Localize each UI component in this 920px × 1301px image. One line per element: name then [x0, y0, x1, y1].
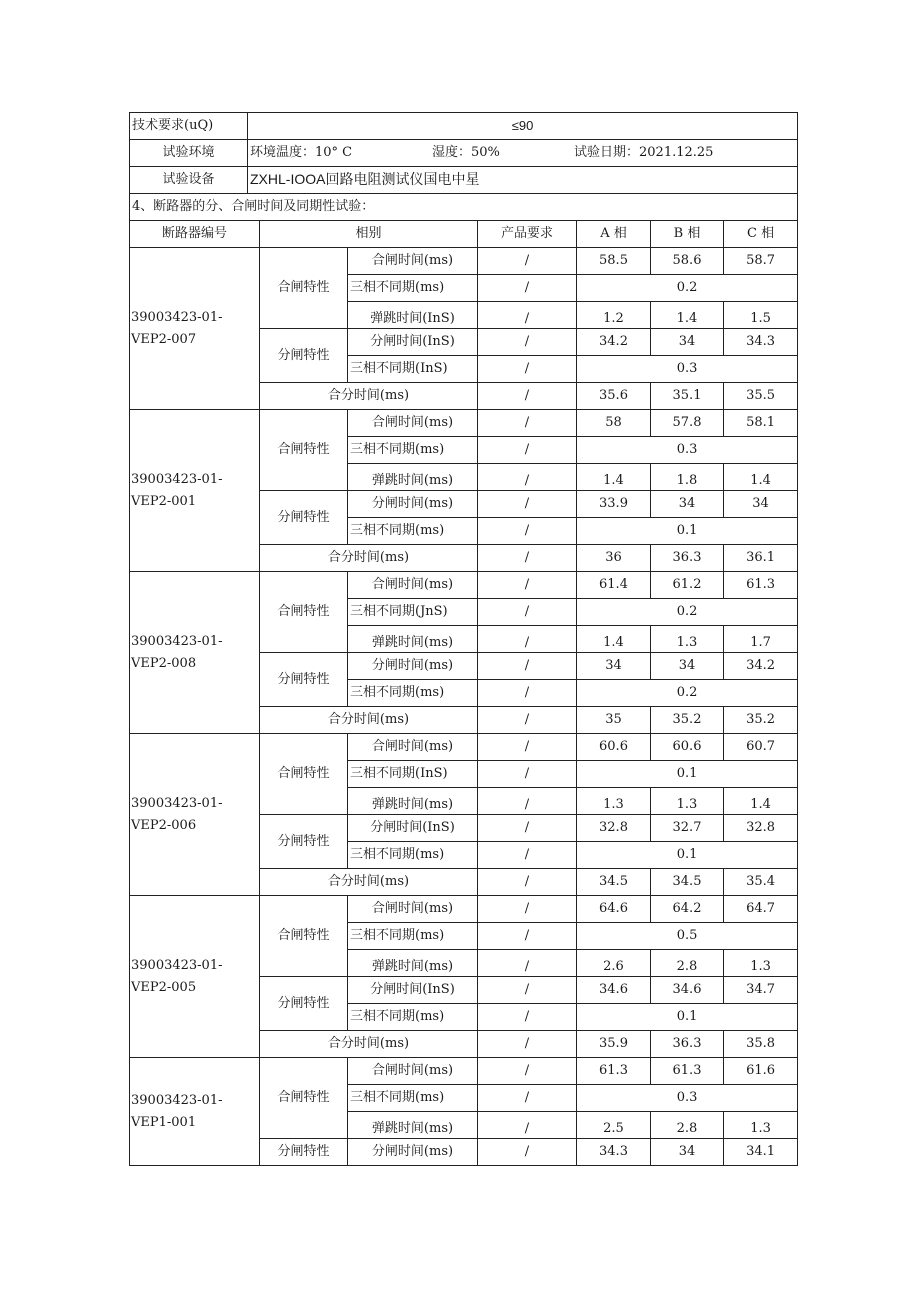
- close-time-b: 61.2: [651, 572, 724, 599]
- equip-name: 回路电阻测试仪国电中星: [325, 171, 480, 187]
- bounce-b: 1.3: [651, 626, 724, 653]
- bounce-b: 1.8: [651, 464, 724, 491]
- close-time-b: 60.6: [651, 734, 724, 761]
- breaker-id-line1: 39003423-01-: [131, 309, 223, 325]
- product-req-cell: /: [478, 653, 577, 680]
- equip-model: ZXHL-IOOA: [250, 171, 326, 187]
- open-async-value: 0.1: [577, 842, 798, 869]
- close-time-a: 61.4: [577, 572, 651, 599]
- open-async-value: 0.2: [577, 680, 798, 707]
- open-async-label: 三相不同期(ms): [348, 518, 478, 545]
- product-req-cell: /: [478, 248, 577, 275]
- open-time-b: 34: [651, 491, 724, 518]
- open-async-value: 0.1: [577, 518, 798, 545]
- open-group-label: 分闸特性: [260, 653, 348, 707]
- product-req-cell: /: [478, 707, 577, 734]
- breaker-id-line1: 39003423-01-: [131, 957, 223, 973]
- column-header-row: [130, 221, 798, 248]
- bounce-a: 1.4: [577, 626, 651, 653]
- open-time-c: 34.3: [724, 329, 798, 356]
- close-async-value: 0.2: [577, 275, 798, 302]
- close-group-label: 合闸特性: [260, 572, 348, 653]
- close-time-row: [130, 572, 798, 599]
- open-async-value: 0.3: [577, 356, 798, 383]
- close-async-value: 0.3: [577, 437, 798, 464]
- env-values: [248, 140, 798, 167]
- breaker-id-line1: 39003423-01-: [131, 1092, 223, 1108]
- bounce-label: 弹跳时间(InS): [348, 302, 478, 329]
- close-time-label: 合闸时间(ms): [348, 572, 478, 599]
- close-time-b: 64.2: [651, 896, 724, 923]
- equip-values: [248, 167, 798, 194]
- close-time-c: 64.7: [724, 896, 798, 923]
- bounce-a: 1.3: [577, 788, 651, 815]
- close-async-value: 0.2: [577, 599, 798, 626]
- product-req-cell: /: [478, 977, 577, 1004]
- env-row: [130, 140, 798, 167]
- open-time-b: 32.7: [651, 815, 724, 842]
- open-time-b: 34: [651, 1139, 724, 1166]
- product-req-cell: /: [478, 950, 577, 977]
- close-group-label: 合闸特性: [260, 410, 348, 491]
- open-time-c: 34.1: [724, 1139, 798, 1166]
- open-time-c: 34.7: [724, 977, 798, 1004]
- close-async-label: 三相不同期(InS): [348, 761, 478, 788]
- open-time-label: 分闸时间(InS): [348, 329, 478, 356]
- bounce-c: 1.7: [724, 626, 798, 653]
- close-open-b: 36.3: [651, 1031, 724, 1058]
- section-title: 4、断路器的分、合闸时间及同期性试验：: [130, 194, 798, 221]
- equip-row: [130, 167, 798, 194]
- bounce-label: 弹跳时间(ms): [348, 464, 478, 491]
- bounce-label: 弹跳时间(ms): [348, 950, 478, 977]
- product-req-cell: /: [478, 923, 577, 950]
- close-time-row: [130, 896, 798, 923]
- open-time-label: 分闸时间(InS): [348, 815, 478, 842]
- product-req-cell: /: [478, 1085, 577, 1112]
- product-req-cell: /: [478, 302, 577, 329]
- env-temp: 环境温度：10° C: [250, 145, 353, 160]
- product-req-cell: /: [478, 815, 577, 842]
- close-async-label: 三相不同期(ms): [348, 1085, 478, 1112]
- close-time-b: 61.3: [651, 1058, 724, 1085]
- open-time-a: 34.3: [577, 1139, 651, 1166]
- product-req-cell: /: [478, 761, 577, 788]
- product-req-cell: /: [478, 410, 577, 437]
- breaker-id-line1: 39003423-01-: [131, 633, 223, 649]
- open-time-label: 分闸时间(InS): [348, 977, 478, 1004]
- close-time-a: 60.6: [577, 734, 651, 761]
- product-req-cell: /: [478, 356, 577, 383]
- bounce-c: 1.4: [724, 788, 798, 815]
- close-open-a: 35: [577, 707, 651, 734]
- close-time-row: [130, 734, 798, 761]
- close-async-value: 0.3: [577, 1085, 798, 1112]
- breaker-id-cell: [130, 896, 260, 1058]
- close-open-a: 35.6: [577, 383, 651, 410]
- env-date: 试验日期：2021.12.25: [574, 145, 714, 160]
- open-time-a: 33.9: [577, 491, 651, 518]
- breaker-id-cell: [130, 1058, 260, 1166]
- bounce-c: 1.3: [724, 1112, 798, 1139]
- equip-label: 试验设备: [130, 167, 248, 194]
- open-time-c: 32.8: [724, 815, 798, 842]
- open-async-value: 0.1: [577, 1004, 798, 1031]
- breaker-id-cell: [130, 248, 260, 410]
- env-label: 试验环境: [130, 140, 248, 167]
- close-open-label: 合分时间(ms): [260, 383, 478, 410]
- product-req-cell: /: [478, 680, 577, 707]
- bounce-a: 1.2: [577, 302, 651, 329]
- close-open-a: 36: [577, 545, 651, 572]
- product-req-cell: /: [478, 1058, 577, 1085]
- product-req-cell: /: [478, 599, 577, 626]
- col-phase-c: C 相: [724, 221, 798, 248]
- product-req-cell: /: [478, 1139, 577, 1166]
- open-time-label: 分闸时间(ms): [348, 653, 478, 680]
- close-time-c: 61.6: [724, 1058, 798, 1085]
- open-time-c: 34.2: [724, 653, 798, 680]
- product-req-cell: /: [478, 545, 577, 572]
- product-req-cell: /: [478, 491, 577, 518]
- close-time-c: 60.7: [724, 734, 798, 761]
- bounce-b: 1.4: [651, 302, 724, 329]
- close-open-b: 34.5: [651, 869, 724, 896]
- close-time-c: 61.3: [724, 572, 798, 599]
- test-report-sheet: [129, 112, 797, 1166]
- product-req-cell: /: [478, 437, 577, 464]
- close-open-c: 35.8: [724, 1031, 798, 1058]
- close-open-a: 35.9: [577, 1031, 651, 1058]
- close-open-c: 35.5: [724, 383, 798, 410]
- col-product-req: 产品要求: [478, 221, 577, 248]
- product-req-cell: /: [478, 842, 577, 869]
- product-req-cell: /: [478, 626, 577, 653]
- open-time-a: 34.6: [577, 977, 651, 1004]
- close-time-a: 58: [577, 410, 651, 437]
- open-group-label: 分闸特性: [260, 329, 348, 383]
- open-group-label: 分闸特性: [260, 491, 348, 545]
- open-time-a: 32.8: [577, 815, 651, 842]
- product-req-cell: /: [478, 1031, 577, 1058]
- close-time-row: [130, 1058, 798, 1085]
- close-group-label: 合闸特性: [260, 734, 348, 815]
- open-time-b: 34.6: [651, 977, 724, 1004]
- bounce-b: 2.8: [651, 950, 724, 977]
- product-req-cell: /: [478, 518, 577, 545]
- bounce-label: 弹跳时间(ms): [348, 626, 478, 653]
- product-req-cell: /: [478, 1112, 577, 1139]
- tech-req-row: [130, 113, 798, 140]
- open-async-label: 三相不同期(InS): [348, 356, 478, 383]
- close-time-c: 58.7: [724, 248, 798, 275]
- col-phase-type: 相别: [260, 221, 478, 248]
- close-async-label: 三相不同期(ms): [348, 923, 478, 950]
- product-req-cell: /: [478, 572, 577, 599]
- bounce-b: 2.8: [651, 1112, 724, 1139]
- close-time-label: 合闸时间(ms): [348, 734, 478, 761]
- product-req-cell: /: [478, 788, 577, 815]
- close-group-label: 合闸特性: [260, 896, 348, 977]
- close-open-label: 合分时间(ms): [260, 1031, 478, 1058]
- close-time-c: 58.1: [724, 410, 798, 437]
- product-req-cell: /: [478, 329, 577, 356]
- open-time-a: 34: [577, 653, 651, 680]
- breaker-id-line2: VEP2-008: [131, 655, 197, 671]
- open-group-label: 分闸特性: [260, 815, 348, 869]
- close-open-c: 36.1: [724, 545, 798, 572]
- section-title-row: [130, 194, 798, 221]
- product-req-cell: /: [478, 383, 577, 410]
- open-time-c: 34: [724, 491, 798, 518]
- close-async-value: 0.1: [577, 761, 798, 788]
- open-time-label: 分闸时间(ms): [348, 1139, 478, 1166]
- product-req-cell: /: [478, 275, 577, 302]
- close-time-label: 合闸时间(ms): [348, 896, 478, 923]
- bounce-label: 弹跳时间(ms): [348, 1112, 478, 1139]
- open-time-b: 34: [651, 329, 724, 356]
- close-open-b: 35.1: [651, 383, 724, 410]
- open-async-label: 三相不同期(ms): [348, 1004, 478, 1031]
- breaker-id-cell: [130, 572, 260, 734]
- bounce-a: 2.6: [577, 950, 651, 977]
- close-time-a: 61.3: [577, 1058, 651, 1085]
- tech-req-value: ≤90: [248, 113, 798, 140]
- breaker-id-line1: 39003423-01-: [131, 471, 223, 487]
- product-req-cell: /: [478, 896, 577, 923]
- open-group-label: 分闸特性: [260, 977, 348, 1031]
- close-time-a: 64.6: [577, 896, 651, 923]
- close-time-row: [130, 410, 798, 437]
- close-open-label: 合分时间(ms): [260, 707, 478, 734]
- close-async-label: 三相不同期(ms): [348, 437, 478, 464]
- open-time-b: 34: [651, 653, 724, 680]
- close-async-value: 0.5: [577, 923, 798, 950]
- open-time-a: 34.2: [577, 329, 651, 356]
- product-req-cell: /: [478, 464, 577, 491]
- close-time-a: 58.5: [577, 248, 651, 275]
- close-open-b: 35.2: [651, 707, 724, 734]
- close-async-label: 三相不同期(ms): [348, 275, 478, 302]
- open-time-label: 分闸时间(ms): [348, 491, 478, 518]
- close-group-label: 合闸特性: [260, 248, 348, 329]
- close-open-a: 34.5: [577, 869, 651, 896]
- bounce-a: 1.4: [577, 464, 651, 491]
- close-open-b: 36.3: [651, 545, 724, 572]
- breaker-id-line2: VEP2-007: [131, 331, 197, 347]
- bounce-a: 2.5: [577, 1112, 651, 1139]
- close-open-c: 35.4: [724, 869, 798, 896]
- close-open-c: 35.2: [724, 707, 798, 734]
- open-group-label: 分闸特性: [260, 1139, 348, 1166]
- col-breaker-no: 断路器编号: [130, 221, 260, 248]
- product-req-cell: /: [478, 734, 577, 761]
- close-time-label: 合闸时间(ms): [348, 410, 478, 437]
- col-phase-a: A 相: [577, 221, 651, 248]
- bounce-b: 1.3: [651, 788, 724, 815]
- bounce-c: 1.5: [724, 302, 798, 329]
- bounce-c: 1.3: [724, 950, 798, 977]
- open-async-label: 三相不同期(ms): [348, 842, 478, 869]
- close-time-b: 57.8: [651, 410, 724, 437]
- breaker-id-cell: [130, 410, 260, 572]
- close-async-label: 三相不同期(JnS): [348, 599, 478, 626]
- open-async-label: 三相不同期(ms): [348, 680, 478, 707]
- breaker-id-line2: VEP2-005: [131, 979, 197, 995]
- product-req-cell: /: [478, 1004, 577, 1031]
- env-humidity: 湿度：50%: [432, 145, 500, 160]
- bounce-c: 1.4: [724, 464, 798, 491]
- close-time-b: 58.6: [651, 248, 724, 275]
- close-time-row: [130, 248, 798, 275]
- close-open-label: 合分时间(ms): [260, 545, 478, 572]
- bounce-label: 弹跳时间(ms): [348, 788, 478, 815]
- breaker-id-line1: 39003423-01-: [131, 795, 223, 811]
- close-time-label: 合闸时间(ms): [348, 248, 478, 275]
- col-phase-b: B 相: [651, 221, 724, 248]
- close-open-label: 合分时间(ms): [260, 869, 478, 896]
- close-time-label: 合闸时间(ms): [348, 1058, 478, 1085]
- close-group-label: 合闸特性: [260, 1058, 348, 1139]
- breaker-id-line2: VEP1-001: [131, 1114, 197, 1130]
- breaker-id-line2: VEP2-006: [131, 817, 197, 833]
- breaker-id-cell: [130, 734, 260, 896]
- tech-req-label: 技术要求(uQ): [130, 113, 248, 140]
- breaker-id-line2: VEP2-001: [131, 493, 197, 509]
- report-table: [129, 112, 798, 1166]
- product-req-cell: /: [478, 869, 577, 896]
